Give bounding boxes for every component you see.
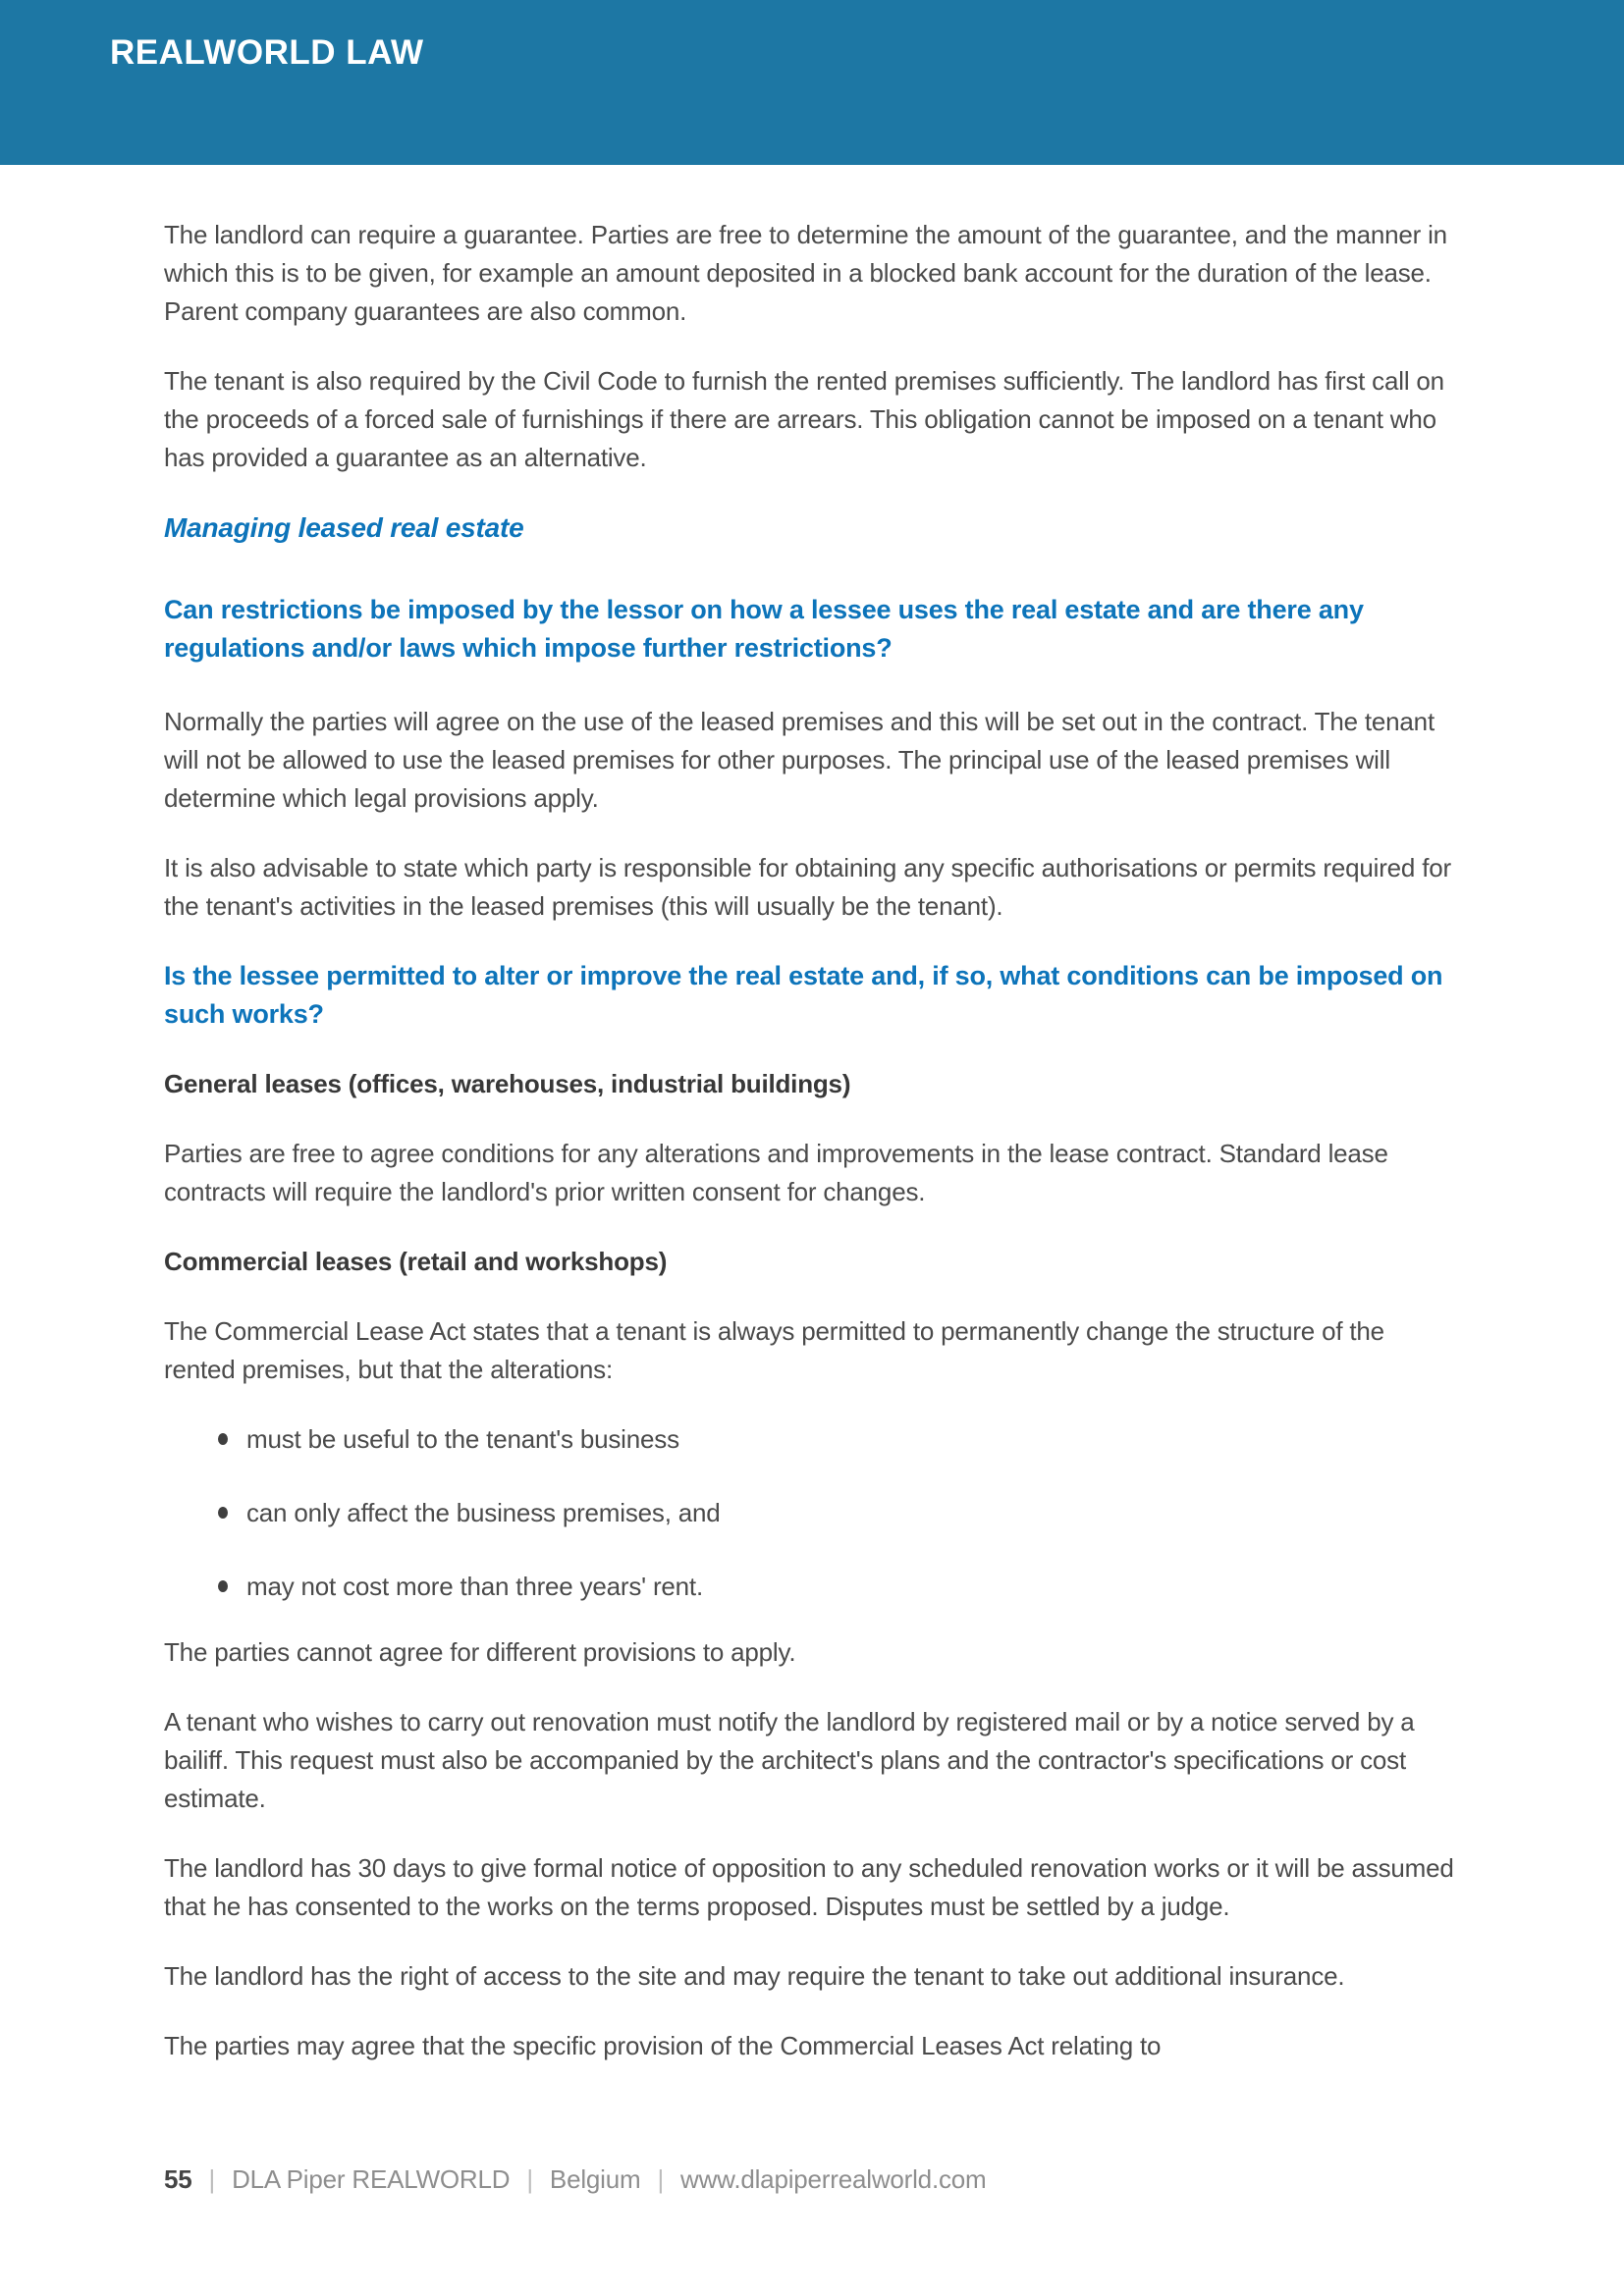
footer-website: www.dlapiperrealworld.com <box>680 2164 987 2194</box>
page-title: REALWORLD LAW <box>110 33 424 72</box>
paragraph-parties-may-agree: The parties may agree that the specific provision of the Commercial Leases Act relating to <box>164 2031 1162 2060</box>
paragraph-30-days: The landlord has 30 days to give formal notice of opposition to any scheduled renovation works or it will be assumed that he has consented to the works on the terms proposed. Disputes must be settled by a judge. <box>164 1853 1454 1921</box>
paragraph-use-of-premises: Normally the parties will agree on the use of the leased premises and this will be set out in the contract. The tenant will not be allowed to use the leased premises for other purposes. The principal use of the leased premises will determine which legal provisions apply. <box>164 707 1435 813</box>
paragraph-civil-code: The tenant is also required by the Civil Code to furnish the rented premises sufficiently. The landlord has first call on the proceeds of a forced sale of furnishings if there are arrears. This obligation cannot be imposed on a tenant who has provided a guarantee as an alternative. <box>164 366 1444 472</box>
alterations-bullet-list <box>164 1420 1460 1606</box>
footer-separator: | <box>657 2164 665 2194</box>
paragraph-right-of-access: The landlord has the right of access to the site and may require the tenant to take out additional insurance. <box>164 1961 1345 1991</box>
subheading-general-leases: General leases (offices, warehouses, industrial buildings) <box>164 1069 851 1098</box>
page-footer <box>164 2164 987 2195</box>
paragraph-authorisations: It is also advisable to state which party is responsible for obtaining any specific authorisations or permits required for the tenant's activities in the leased premises (this will usually be the tenant). <box>164 853 1451 921</box>
question-heading-restrictions: Can restrictions be imposed by the lessor on how a lessee uses the real estate and are there any regulations and/or laws which impose further restrictions? <box>164 595 1364 663</box>
footer-separator: | <box>526 2164 533 2194</box>
subheading-commercial-leases: Commercial leases (retail and workshops) <box>164 1247 668 1276</box>
question-heading-alterations: Is the lessee permitted to alter or improve the real estate and, if so, what conditions can be imposed on such works? <box>164 961 1443 1029</box>
list-item: may not cost more than three years' rent. <box>164 1568 1460 1606</box>
list-item: can only affect the business premises, and <box>164 1494 1460 1532</box>
page-number: 55 <box>164 2164 192 2194</box>
page-header-banner <box>0 0 1624 165</box>
footer-brand: DLA Piper REALWORLD <box>232 2164 511 2194</box>
footer-separator: | <box>208 2164 216 2194</box>
page-body <box>164 216 1460 2065</box>
section-title-managing-leased-real-estate: Managing leased real estate <box>164 512 524 543</box>
footer-country: Belgium <box>549 2164 641 2194</box>
paragraph-general-leases: Parties are free to agree conditions for any alterations and improvements in the lease contract. Standard lease contracts will require the landlord's prior written consent for changes. <box>164 1139 1388 1206</box>
list-item: must be useful to the tenant's business <box>164 1420 1460 1459</box>
paragraph-renovation-notice: A tenant who wishes to carry out renovation must notify the landlord by registered mail or by a notice served by a bailiff. This request must also be accompanied by the architect's plans and the contractor's specifications or cost estimate. <box>164 1707 1415 1813</box>
paragraph-guarantee: The landlord can require a guarantee. Parties are free to determine the amount of the guarantee, and the manner in which this is to be given, for example an amount deposited in a blocked bank account for the duration of the lease. Parent company guarantees are also common. <box>164 220 1447 326</box>
paragraph-commercial-lease-act: The Commercial Lease Act states that a tenant is always permitted to permanently change the structure of the rented premises, but that the alterations: <box>164 1316 1384 1384</box>
paragraph-no-different-provisions: The parties cannot agree for different provisions to apply. <box>164 1637 796 1667</box>
